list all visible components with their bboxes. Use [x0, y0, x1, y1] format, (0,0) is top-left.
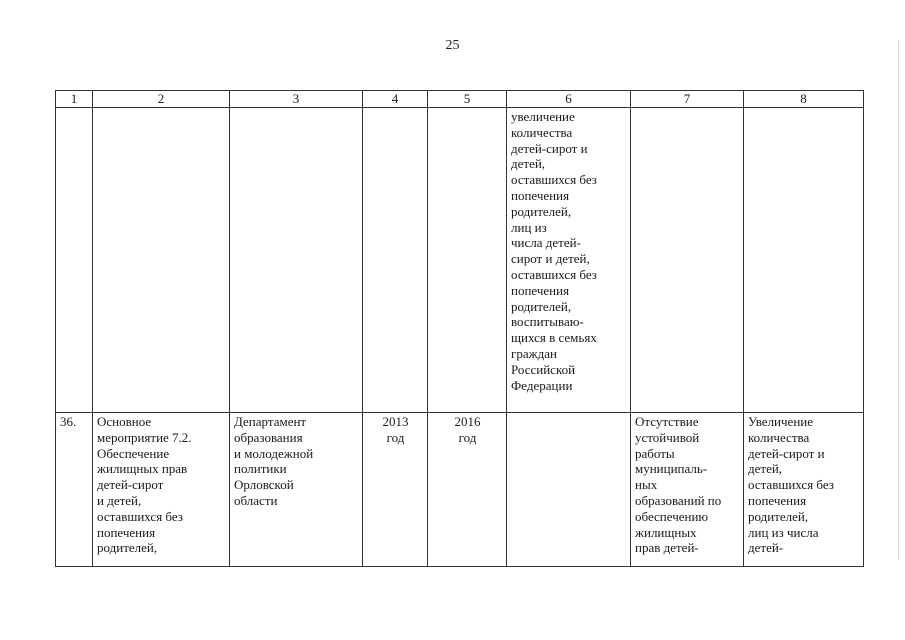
cell-consequences [631, 108, 744, 413]
cell-number: 36. [56, 413, 93, 567]
cell-start-year [363, 108, 428, 413]
header-cell-4: 4 [363, 91, 428, 108]
cell-end-year: 2016 год [428, 413, 507, 567]
table-header-row [56, 91, 864, 108]
cell-indicators [744, 108, 864, 413]
cell-activity: Основное мероприятие 7.2. Обеспечение жилищных прав детей-сирот и детей, оставшихся без попечения родителей, [93, 413, 230, 567]
cell-indicators: Увеличение количества детей-сирот и детей, оставшихся без попечения родителей, лиц из числа детей- [744, 413, 864, 567]
cell-expected-result [507, 413, 631, 567]
cell-executor [230, 108, 363, 413]
header-cell-3: 3 [230, 91, 363, 108]
page-edge-shadow [898, 40, 899, 560]
header-cell-6: 6 [507, 91, 631, 108]
header-cell-5: 5 [428, 91, 507, 108]
cell-end-year [428, 108, 507, 413]
cell-start-year: 2013 год [363, 413, 428, 567]
header-cell-8: 8 [744, 91, 864, 108]
cell-consequences: Отсутствие устойчивой работы муниципаль- ных образований по обеспечению жилищных прав детей- [631, 413, 744, 567]
header-cell-7: 7 [631, 91, 744, 108]
cell-activity [93, 108, 230, 413]
table-row-continuation [56, 108, 864, 413]
page-number: 25 [445, 38, 460, 53]
program-activities-table [55, 90, 864, 567]
cell-number [56, 108, 93, 413]
header-cell-1: 1 [56, 91, 93, 108]
cell-expected-result: увеличение количества детей-сирот и детей, оставшихся без попечения родителей, лиц из числа детей- сирот и детей, оставшихся без попечения родителей, воспитываю- щихся в семьях граждан Российской Федерации [507, 108, 631, 413]
cell-executor: Департамент образования и молодежной политики Орловской области [230, 413, 363, 567]
table-row-36 [56, 413, 864, 567]
header-cell-2: 2 [93, 91, 230, 108]
